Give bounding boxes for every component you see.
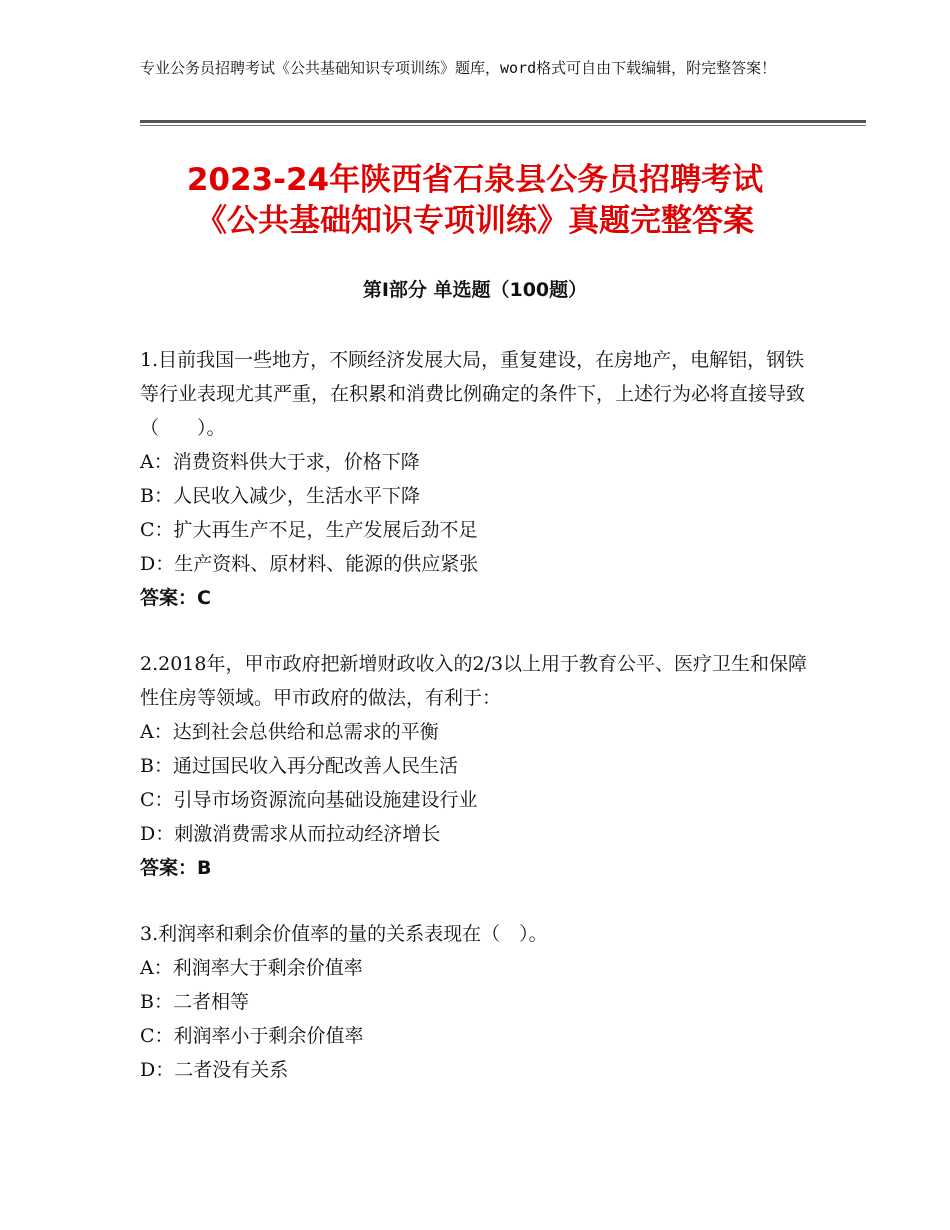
option-c: C：引导市场资源流向基础设施建设行业	[140, 789, 478, 811]
option-d: D：刺激消费需求从而拉动经济增长	[140, 823, 441, 845]
header-rule-thin	[140, 125, 866, 126]
question-stem: 3.利润率和剩余价值率的量的关系表现在（ ）。	[140, 923, 548, 945]
option-d: D：二者没有关系	[140, 1059, 289, 1081]
section-heading: 第Ⅰ部分 单选题（100题）	[362, 279, 588, 301]
document-title	[100, 160, 850, 242]
option-b: B：人民收入减少，生活水平下降	[140, 485, 420, 507]
option-c: C：扩大再生产不足，生产发展后劲不足	[140, 519, 478, 541]
option-c: C：利润率小于剩余价值率	[140, 1025, 364, 1047]
header-note: 专业公务员招聘考试《公共基础知识专项训练》题库，word格式可自由下载编辑，附完整答案！	[140, 59, 777, 77]
option-a: A：利润率大于剩余价值率	[140, 957, 363, 979]
question-3	[140, 917, 820, 1087]
question-stem: 1.目前我国一些地方，不顾经济发展大局，重复建设，在房地产，电解铝，钢铁等行业表现尤其严重，在积累和消费比例确定的条件下，上述行为必将直接导致（ ）。	[140, 349, 806, 439]
title-line-2: 《公共基础知识专项训练》真题完整答案	[196, 203, 754, 239]
question-1	[140, 343, 820, 615]
option-a: A：消费资料供大于求，价格下降	[140, 451, 420, 473]
question-2	[140, 647, 820, 885]
title-line-1: 2023-24年陕西省石泉县公务员招聘考试	[186, 162, 764, 198]
option-b: B：通过国民收入再分配改善人民生活	[140, 755, 458, 777]
option-b: B：二者相等	[140, 991, 249, 1013]
question-stem: 2.2018年，甲市政府把新增财政收入的2/3以上用于教育公平、医疗卫生和保障性住房等领域。甲市政府的做法，有利于：	[140, 653, 808, 709]
question-list	[140, 343, 820, 1119]
answer: 答案：C	[140, 587, 211, 609]
answer: 答案：B	[140, 857, 212, 879]
header-rule-thick	[140, 120, 866, 123]
option-d: D：生产资料、原材料、能源的供应紧张	[140, 553, 479, 575]
option-a: A：达到社会总供给和总需求的平衡	[140, 721, 439, 743]
